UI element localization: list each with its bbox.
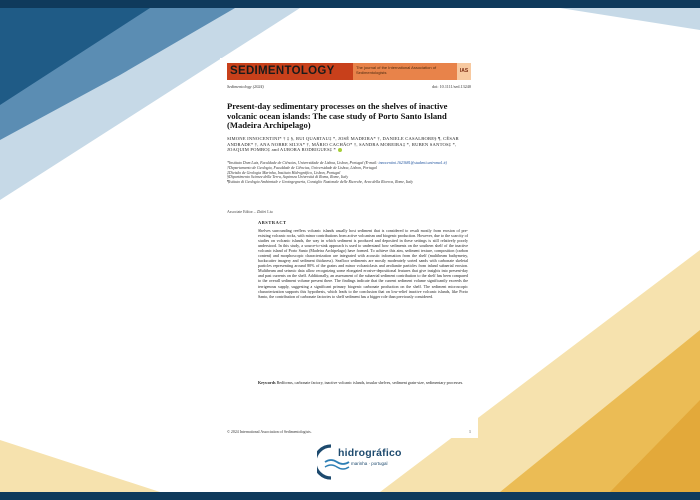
brand-name: hidrográfico <box>338 447 402 459</box>
abstract-text: Shelves surrounding reefless volcanic islands usually host sediment that is considered to result mostly from erosion of pre-existing volcanic rocks, with minor contributions from active volcanism and biogenic production. However, due to the scarcity of studies on volcanic islands, the way in which sediment is produced and deposited in these settings is still relatively poorly understood. In this study, a source-to-sink approach is used to understand how sediments on the southern shelf of the inactive volcanic island of Porto Santo (Madeira Archipelago) have formed. To achieve this aim, sediment texture, composition (carbon content) and morphoscopic characterization are integrated with acoustic information from the shelf (multibeam bathymetry, backscatter imagery and sediment thickness). Seafloor sediments are mostly moderately sorted sands with carbonate skeletal particles representing around 80% of the grains and minor volcaniclasts and aeolianite particles from inland subaerial erosion. Multibeam and seismic data allow recognizing some elongated erosive-depositional features that give insights into present-day and past currents on the shelf. Additionally, an assessment of the subaerial sediment contribution to the shelf has been compared to the overall sediment volume present there. The findings indicate that the current sediment volume significantly exceeds the terrigenous supply, suggesting a significant primary biogenic carbonate production on the shelf. The sediment microscopic characterization supports this hypothesis, which leads to the conclusion that on low-relief inactive volcanic islands, like Porto Santo, the contribution of carbonate factories to shelf sediment has a bigger role than previously considered. <box>258 228 468 299</box>
doi-link[interactable]: doi: 10.1111/sed.13240 <box>432 84 471 89</box>
keywords-label: Keywords <box>258 380 276 385</box>
journal-info <box>227 84 471 89</box>
brand-subtitle: marinha · portugal <box>351 461 388 466</box>
copyright: © 2024 International Association of Sedimentologists. <box>227 430 312 434</box>
author-email[interactable]: innocentini.1623681@studenti.uniroma1.it) <box>378 161 447 165</box>
associate-editor: Associate Editor – Zhifei Liu <box>227 210 273 214</box>
abstract-heading: ABSTRACT <box>258 220 287 225</box>
page-number: 1 <box>469 430 471 434</box>
ias-logo: IAS <box>457 63 471 80</box>
keywords <box>258 380 468 385</box>
journal-subtitle: The journal of the International Association of Sedimentologists <box>353 63 457 80</box>
authors-text: SIMONE INNOCENTINI* † ‡ §, RUI QUARTAU‡ *, JOSÉ MADEIRA* †, DANIELE CASALBORE§ ¶, CÉSAR ANDRADE* †, ANA NOBRE SILVA* †, MÁRIO CACHÃO* †, SANDRA MOREIRA‡ *, RUBEN SANTOS‡ *, JOAQUIM POMBO‡ and AURORA RODRIGUES‡ * <box>227 136 459 153</box>
bg-shape-top-right <box>560 8 700 30</box>
page-footer <box>227 430 471 434</box>
bottom-bar <box>0 492 700 500</box>
journal-citation: Sedimentology (2024) <box>227 84 264 89</box>
journal-logo: SEDIMENTOLOGY <box>227 63 353 80</box>
top-bar <box>0 0 700 8</box>
orcid-icon[interactable] <box>338 148 342 152</box>
paper-title: Present-day sedimentary processes on the shelves of inactive volcanic ocean islands: The case study of Porto Santo Island (Madeira Archipelago) <box>227 101 448 131</box>
affiliation: §Dipartimento Scienze della Terra, Sapienza Università di Roma, Rome, Italy <box>227 175 349 180</box>
affiliation: ¶Istituto di Geologia Ambientale e Geoingegneria, Consiglio Nazionale delle Ricerche, Area della Ricerca, Rome, Italy <box>227 180 414 185</box>
affiliation: †Departamento de Geologia, Faculdade de Ciências, Universidade de Lisboa, Lisbon, Portugal <box>227 165 377 170</box>
affiliations <box>227 161 471 185</box>
paper-page <box>220 58 478 438</box>
affiliation: ‡Divisão de Geologia Marinha, Instituto Hidrográfico, Lisbon, Portugal <box>227 170 341 175</box>
author-list <box>227 136 471 153</box>
journal-banner <box>227 63 471 80</box>
keywords-text: Bedforms, carbonate factory, inactive volcanic islands, insular shelves, sediment grain-size, sedimentary processes. <box>276 380 464 385</box>
bg-shape-bottom-left <box>0 440 160 492</box>
affiliation: *Instituto Dom Luiz, Faculdade de Ciências, Universidade de Lisboa, Lisbon, Portugal (E-mail: innocentini.1623681@studenti.uniroma1.it) <box>227 161 447 165</box>
